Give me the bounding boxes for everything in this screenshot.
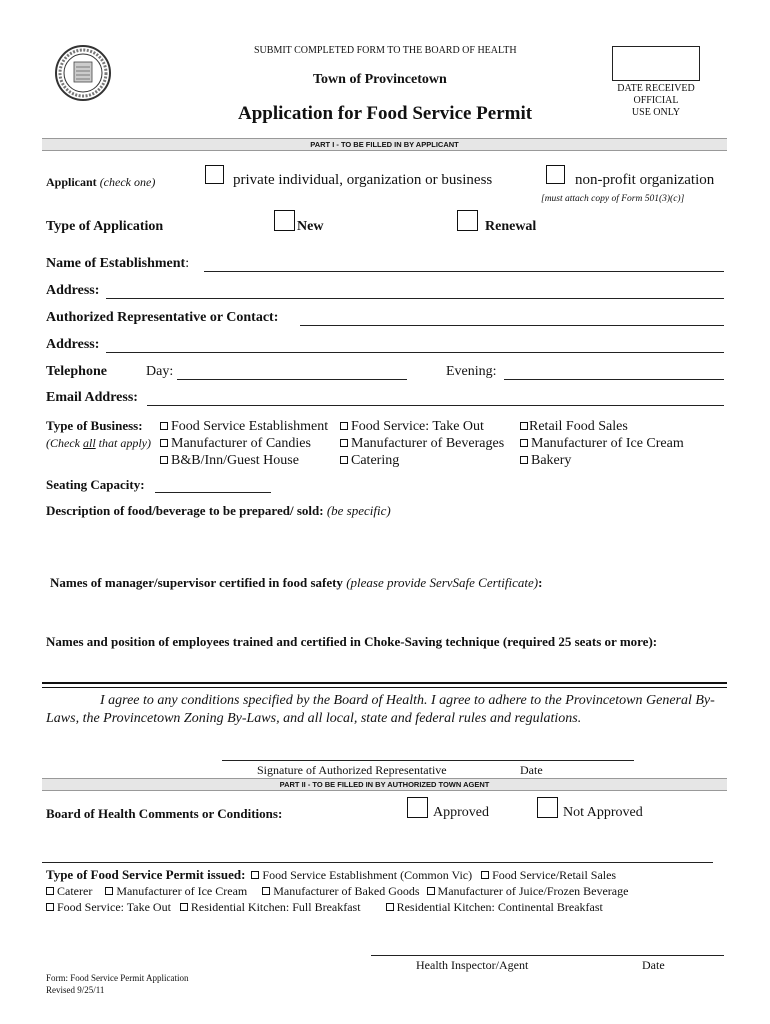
check-all-hint: (Check all that apply) (46, 436, 151, 450)
permit-issued-row-1: Type of Food Service Permit issued: Food Service Establishment (Common Vic) Food Service/Retail Sales (46, 867, 617, 882)
address-field[interactable] (106, 298, 724, 299)
office-use-label: DATE RECEIVED OFFICIAL USE ONLY (617, 83, 695, 118)
business-column-1 (160, 418, 328, 469)
business-option[interactable]: Catering (340, 452, 504, 469)
page-title: Application for Food Service Permit (238, 103, 533, 124)
authorized-rep-field[interactable] (300, 325, 724, 326)
permit-option[interactable]: Residential Kitchen: Continental Breakfast (364, 900, 603, 914)
agreement-line-1: I agree to any conditions specified by the Board of Health. I agree to adhere to the Provincetown General By- (100, 693, 715, 708)
signature-date-label: Date (520, 763, 543, 777)
permit-option[interactable]: Manufacturer of Ice Cream (95, 884, 247, 898)
permit-option[interactable]: Manufacturer of Juice/Frozen Beverage (423, 884, 629, 898)
business-option[interactable]: Food Service: Take Out (340, 418, 504, 435)
footer (46, 972, 189, 996)
day-label: Day: (146, 364, 174, 379)
part1-header: PART I - TO BE FILLED IN BY APPLICANT (42, 138, 727, 151)
inspector-signature-field[interactable] (371, 955, 724, 956)
evening-phone-field[interactable] (504, 379, 724, 380)
renewal-checkbox[interactable] (457, 210, 478, 231)
comments-field[interactable] (42, 862, 713, 863)
permit-option[interactable]: Food Service Establishment (Common Vic) (248, 868, 472, 882)
revised-date: Revised 9/25/11 (46, 985, 105, 995)
type-of-business-label: Type of Business: (46, 418, 143, 433)
section-divider (42, 682, 727, 688)
office-use-box (612, 46, 700, 81)
signature-field[interactable] (222, 760, 634, 761)
seating-capacity-field[interactable] (155, 492, 271, 493)
nonprofit-checkbox[interactable] (546, 165, 565, 184)
business-option[interactable]: Retail Food Sales (520, 418, 684, 435)
not-approved-label: Not Approved (563, 805, 643, 820)
town-name: Town of Provincetown (313, 72, 447, 87)
form-name: Form: Food Service Permit Application (46, 973, 189, 983)
business-column-3 (520, 418, 684, 469)
seating-capacity-label: Seating Capacity: (46, 477, 145, 492)
telephone-label: Telephone (46, 364, 107, 379)
rep-address-field[interactable] (106, 352, 724, 353)
inspector-label: Health Inspector/Agent (416, 958, 529, 972)
evening-label: Evening: (446, 364, 497, 379)
permit-option[interactable]: Food Service: Take Out (46, 900, 171, 914)
agreement-line-2: Laws, the Provincetown Zoning By-Laws, and all local, state and federal rules and regulations. (46, 711, 582, 726)
business-option[interactable]: B&B/Inn/Guest House (160, 452, 328, 469)
business-option[interactable]: Bakery (520, 452, 684, 469)
board-comments-label: Board of Health Comments or Conditions: (46, 806, 283, 821)
not-approved-checkbox[interactable] (537, 797, 558, 818)
permit-issued-row-3 (46, 900, 603, 915)
approved-checkbox[interactable] (407, 797, 428, 818)
business-option[interactable]: Manufacturer of Ice Cream (520, 435, 684, 452)
business-option[interactable]: Manufacturer of Beverages (340, 435, 504, 452)
day-phone-field[interactable] (177, 379, 407, 380)
applicant-label: Applicant (check one) (46, 175, 156, 189)
nonprofit-option-label: non-profit organization (575, 172, 715, 188)
business-option[interactable]: Food Service Establishment (160, 418, 328, 435)
private-option-label: private individual, organization or business (233, 172, 493, 188)
permit-option[interactable]: Food Service/Retail Sales (475, 868, 616, 882)
inspector-date-label: Date (642, 958, 665, 972)
signature-label: Signature of Authorized Representative (257, 763, 447, 777)
part2-header: PART II - TO BE FILLED IN BY AUTHORIZED TOWN AGENT (42, 778, 727, 791)
authorized-rep-label: Authorized Representative or Contact: (46, 310, 279, 325)
new-label: New (297, 219, 324, 234)
description-label: Description of food/beverage to be prepared/ sold: (be specific) (46, 503, 391, 518)
permit-option[interactable]: Manufacturer of Baked Goods (250, 884, 419, 898)
name-of-establishment-field[interactable] (204, 271, 724, 272)
choke-saving-label: Names and position of employees trained and certified in Choke-Saving technique (required 25 seats or more): (46, 634, 658, 649)
private-checkbox[interactable] (205, 165, 224, 184)
name-of-establishment-label: Name of Establishment: (46, 256, 190, 271)
email-field[interactable] (147, 405, 724, 406)
nonprofit-note: [must attach copy of Form 501(3)(c)] (541, 194, 685, 204)
type-of-application-label: Type of Application (46, 219, 164, 234)
new-checkbox[interactable] (274, 210, 295, 231)
address-label: Address: (46, 283, 100, 298)
rep-address-label: Address: (46, 337, 100, 352)
town-seal-icon (54, 44, 112, 102)
managers-label: Names of manager/supervisor certified in food safety (please provide ServSafe Certificate): (50, 575, 543, 590)
permit-option[interactable]: Caterer (46, 884, 92, 898)
renewal-label: Renewal (485, 219, 537, 234)
approved-label: Approved (433, 805, 489, 820)
permit-option[interactable]: Residential Kitchen: Full Breakfast (174, 900, 361, 914)
business-option[interactable]: Manufacturer of Candies (160, 435, 328, 452)
permit-issued-row-2 (46, 884, 628, 899)
email-label: Email Address: (46, 390, 138, 405)
business-column-2 (340, 418, 504, 469)
